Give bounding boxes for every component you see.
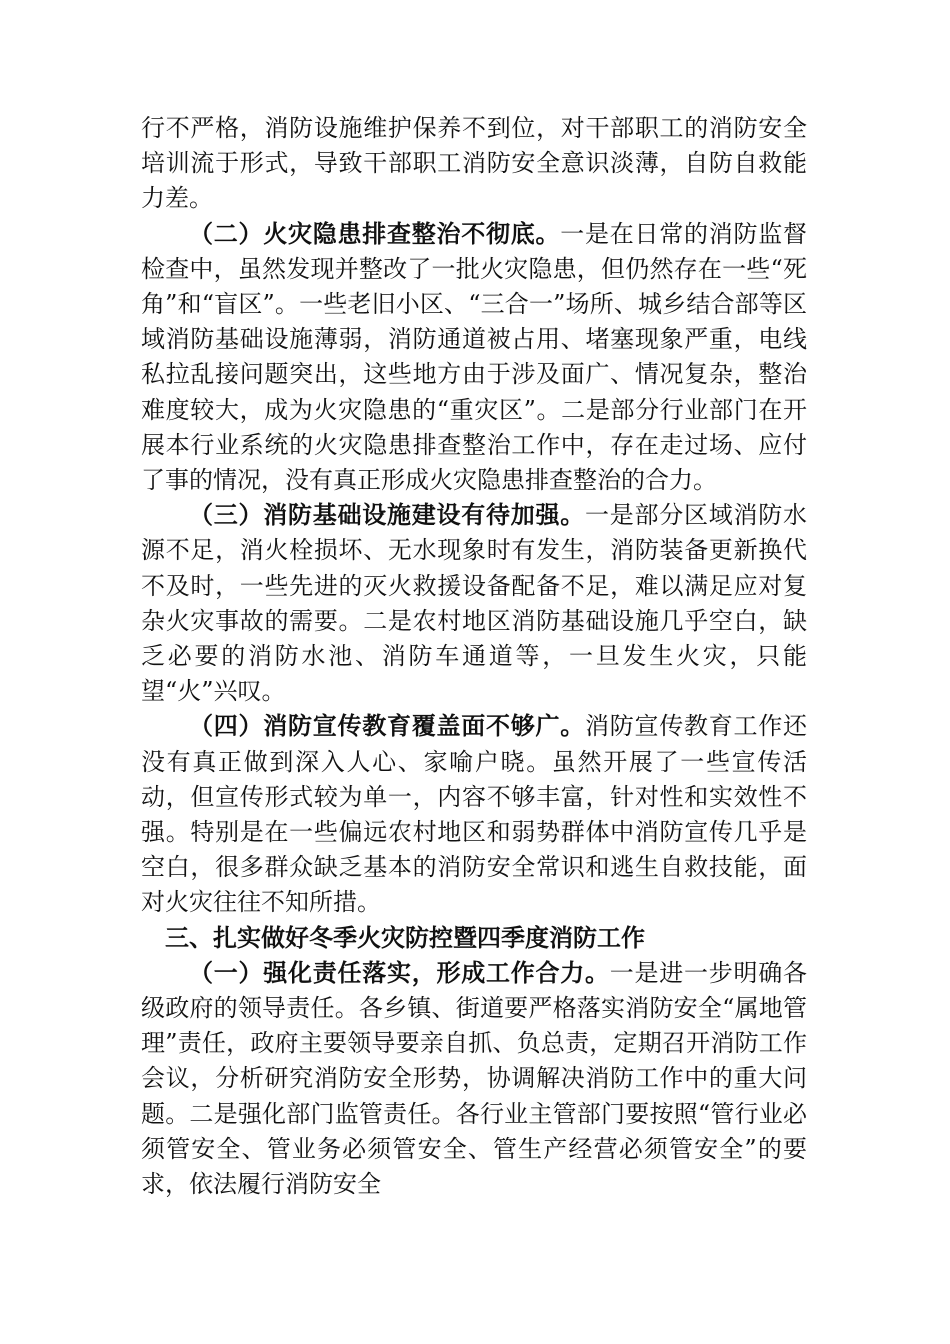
paragraph-responsibility <box>141 956 807 1202</box>
paragraph-text: 消防宣传教育工作还没有真正做到深入人心、家喻户晓。虽然开展了一些宣传活动，但宣传形式较为单一，内容不够丰富，针对性和实效性不强。特别是在一些偏远农村地区和弱势群体中消防宣传几乎是空白，很多群众缺乏基本的消防安全常识和逃生自救技能，面对火灾往往不知所措。 <box>141 712 807 917</box>
paragraph-lead: （三）消防基础设施建设有待加强。 <box>189 501 585 530</box>
paragraph-education <box>141 709 807 920</box>
paragraph-text: 一是在日常的消防监督检查中，虽然发现并整改了一批火灾隐患，但仍然存在一些“死角”和“盲区”。一些老旧小区、“三合一”场所、城乡结合部等区域消防基础设施薄弱，消防通道被占用、堵塞现象严重，电线私拉乱接问题突出，这些地方由于涉及面广、情况复杂，整治难度较大，成为火灾隐患的“重灾区”。二是部分行业部门在开展本行业系统的火灾隐患排查整治工作中，存在走过场、应付了事的情况，没有真正形成火灾隐患排查整治的合力。 <box>141 219 807 495</box>
paragraph-text: 行不严格，消防设施维护保养不到位，对干部职工的消防安全培训流于形式，导致干部职工消防安全意识淡薄，自防自救能力差。 <box>141 114 807 213</box>
paragraph-lead: （二）火灾隐患排查整治不彻底。 <box>189 219 561 248</box>
paragraph-lead: （四）消防宣传教育覆盖面不够广。 <box>189 712 585 741</box>
paragraph-infrastructure <box>141 498 807 709</box>
paragraph-text: 一是进一步明确各级政府的领导责任。各乡镇、街道要严格落实消防安全“属地管理”责任，政府主要领导要亲自抓、负总责，定期召开消防工作会议，分析研究消防安全形势，协调解决消防工作中的重大问题。二是强化部门监管责任。各行业主管部门要按照“管行业必须管安全、管业务必须管安全、管生产经营必须管安全”的要求，依法履行消防安全 <box>141 958 807 1199</box>
paragraph-lead: （一）强化责任落实，形成工作合力。 <box>189 958 610 987</box>
paragraph-continuation <box>141 111 807 217</box>
paragraph-text: 一是部分区域消防水源不足，消火栓损坏、无水现象时有发生，消防装备更新换代不及时，一些先进的灭火救援设备配备不足，难以满足应对复杂火灾事故的需要。二是农村地区消防基础设施几乎空白，缺乏必要的消防水池、消防车通道等，一旦发生火灾，只能望“火”兴叹。 <box>141 501 807 706</box>
section-heading: 三、扎实做好冬季火灾防控暨四季度消防工作 <box>165 923 645 952</box>
document-page <box>141 111 807 1202</box>
paragraph-fire-hazard <box>141 217 807 499</box>
